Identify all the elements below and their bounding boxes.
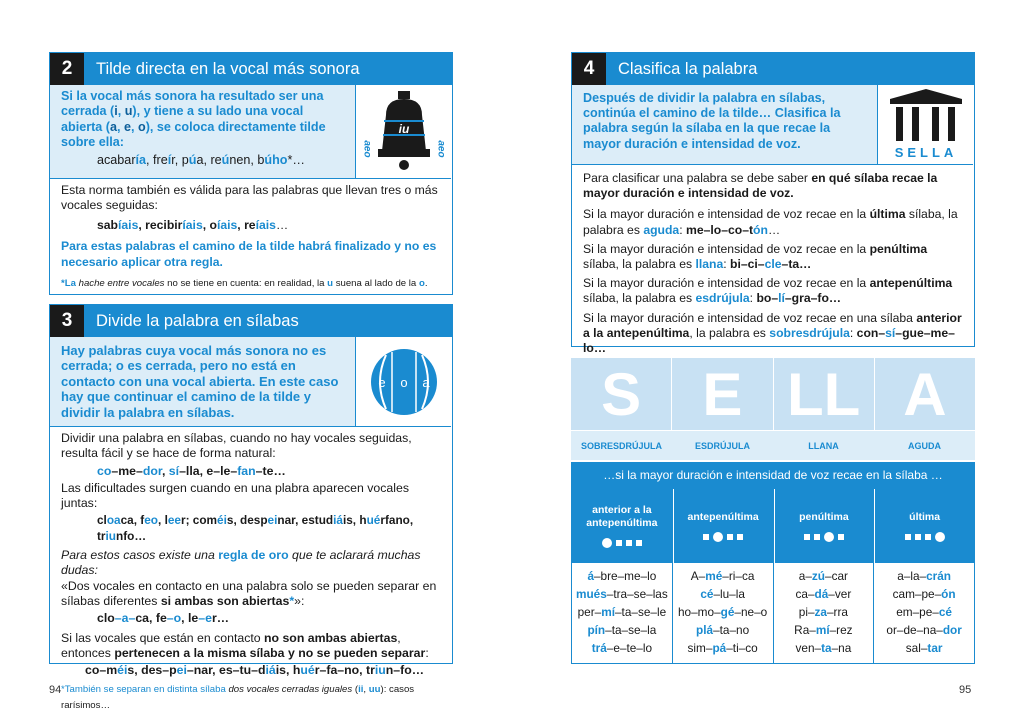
example-word: ho–mo–gé–ne–o (678, 605, 768, 619)
letter-s: S (571, 358, 672, 430)
section-3-body (61, 431, 444, 717)
section-4-body (583, 171, 966, 360)
column-header-label: anterior a la antepenúltima (586, 504, 658, 529)
intro-line: abierta (a, e, o), se coloca directamente tilde (61, 119, 326, 134)
word-list (874, 563, 974, 663)
ball-letter-a: a (422, 375, 430, 390)
section-2-intro (50, 85, 451, 179)
word-list (774, 563, 874, 663)
example-line: co–me–dor, sí–lla, e–le–fan–te… (97, 463, 286, 478)
conclusion-text: Para estas palabras el camino de la tilde habrá finalizado y no es necesario aplicar otra regla. (61, 239, 437, 269)
temple-icon (878, 85, 974, 165)
body-paragraph: Dividir una palabra en sílabas, cuando no hay vocales seguidas, resulta fácil y se hace de forma natural: (61, 431, 412, 461)
stress-dots-icon (602, 538, 642, 548)
category-label: ESDRÚJULA (694, 440, 750, 451)
letter-e: E (672, 358, 773, 430)
column-header (774, 489, 874, 563)
example-word: Ra–mí–rez (794, 623, 853, 637)
section-title: Divide la palabra en sílabas (96, 311, 299, 330)
example-line: cloaca, feo, leer; coméis, despeinar, estudiáis, huérfano, triunfo… (97, 513, 414, 543)
example-word: trá–e–te–lo (591, 641, 653, 655)
body-paragraph: Para estos casos existe una regla de oro que te aclarará muchas dudas: (61, 548, 421, 578)
column-header (572, 489, 672, 563)
section-2 (49, 52, 453, 295)
example-word: ven–ta–na (795, 641, 852, 655)
bell-center-letters: iu (398, 122, 410, 136)
footnote: *También se separan en distinta sílaba dos vocales cerradas iguales (ii, uu): casos rarísimos… (61, 684, 415, 711)
sella-categories (571, 430, 975, 460)
example-line: sabíais, recibiríais, oíais, reíais… (97, 217, 289, 232)
example-line: co–méis, des–pei–nar, es–tu–diáis, huér–fa–no, triun–fo… (85, 663, 425, 678)
ball-letter-o: o (400, 375, 408, 390)
column-header-label: última (909, 510, 941, 523)
section-number: 2 (50, 53, 84, 85)
intro-line: Si la vocal más sonora ha resultado ser una (61, 89, 324, 103)
column-esdrujula (672, 488, 773, 664)
rule-llana: Si la mayor duración e intensidad de voz recae en la penúltima sílaba, la palabra es llana: bi–ci–cle–ta… (583, 241, 928, 272)
example-word: or–de–na–dor (886, 623, 962, 637)
example-word: ca–dá–ver (795, 587, 852, 601)
ball-icon-panel (355, 337, 451, 426)
rule-quote: «Dos vocales en contacto en una palabra solo se pueden separar en sílabas diferentes si ambas son abiertas*»: (61, 578, 437, 608)
section-4-header (572, 53, 974, 85)
footnote: *La hache entre vocales no se tiene en cuenta: en realidad, la u suena al lado de la o. (61, 278, 428, 290)
example-word: plá–ta–no (696, 623, 750, 637)
bell-icon-panel (355, 85, 451, 178)
intro-text: Después de dividir la palabra en sílabas, continúa el camino de la tilde… Clasifica la palabra según la sílaba en la que recae la mayor duración e intensidad de voz. (583, 91, 841, 151)
column-header (874, 489, 974, 563)
body-paragraph: Si las vocales que están en contacto no son ambas abiertas, entonces pertenecen a la misma sílaba y no se pueden separar: (61, 630, 429, 660)
word-list (673, 563, 773, 663)
example-word: sim–pá–ti–co (687, 641, 758, 655)
section-4 (571, 52, 975, 356)
page-number-right: 95 (959, 684, 972, 696)
example-word: sal–tar (905, 641, 943, 655)
column-aguda (873, 488, 975, 664)
example-word: em–pe–cé (896, 605, 952, 619)
temple-icon-panel (877, 85, 973, 164)
sella-letters (571, 358, 975, 430)
intro-text (61, 89, 361, 168)
ball-letter-e: e (378, 375, 386, 390)
intro-text: Hay palabras cuya vocal más sonora no es cerrada; o es cerrada, pero no está en contacto con una vocal abierta. En este caso hay que continuar el camino de la tilde y dividir la palabra en sílabas. (61, 343, 339, 420)
letter-a: A (903, 360, 947, 428)
section-number: 4 (572, 53, 606, 85)
letter-ll: LL (774, 358, 875, 430)
bell-right-letters: aeo (435, 140, 447, 158)
stress-dots-icon (905, 532, 945, 542)
intro-line: sobre ella: (61, 134, 124, 149)
sella-subheading: …si la mayor duración e intensidad de voz recae en la sílaba … (571, 460, 975, 488)
column-sobresdrujula (571, 488, 672, 664)
category-label: SOBRESDRÚJULA (580, 440, 662, 451)
word-list (572, 563, 672, 663)
section-number: 3 (50, 305, 84, 337)
example-word: pín–ta–se–la (587, 623, 657, 637)
intro-line: cerrada (i, u), y tiene a su lado una vocal (61, 104, 304, 119)
body-paragraph: Para clasificar una palabra se debe saber en qué sílaba recae la mayor duración e intensidad de voz. (583, 171, 938, 201)
ball-icon (356, 337, 452, 427)
body-paragraph: Las dificultades surgen cuando en una plabra aparecen vocales juntas: (61, 480, 409, 511)
column-header-label: antepenúltima (687, 510, 759, 523)
bell-icon (356, 85, 452, 179)
section-2-body (61, 183, 444, 295)
temple-letters: SELLA (894, 145, 958, 160)
stress-dots-icon (804, 532, 844, 542)
example-line: acabaría, freír, púa, reúnen, búho*… (97, 153, 305, 168)
example-word: A–mé–ri–ca (690, 569, 755, 583)
column-header (673, 489, 773, 563)
example-word: á–bre–me–lo (587, 569, 657, 583)
section-3-header (50, 305, 452, 337)
example-word: pi–za–rra (798, 605, 848, 619)
example-word: a–la–crán (897, 569, 952, 583)
sella-columns (571, 488, 975, 664)
rule-aguda: Si la mayor duración e intensidad de voz recae en la última sílaba, la palabra es aguda: me–lo–co–tón… (583, 207, 958, 237)
rule-esdrujula: Si la mayor duración e intensidad de voz recae en la antepenúltima sílaba, la palabra es esdrújula: bo–lí–gra–fo… (583, 276, 953, 306)
example-word: mués–tra–se–las (575, 587, 668, 601)
rule-sobresdrujula: Si la mayor duración e intensidad de voz recae en una sílaba anterior a la antepenúltima, la palabra es sobresdrújula: con–sí–gue–me–lo… (583, 310, 962, 356)
example-word: per–mí–ta–se–le (577, 605, 667, 619)
page-number-left: 94 (49, 684, 62, 696)
section-3-intro (50, 337, 451, 427)
body-paragraph: Esta norma también es válida para las palabras que llevan tres o más vocales seguidas: (61, 183, 438, 213)
column-header-label: penúltima (799, 510, 849, 523)
category-label: LLANA (808, 440, 839, 451)
section-4-intro (572, 85, 973, 165)
category-label: AGUDA (908, 440, 941, 451)
example-word: cé–lu–la (700, 587, 745, 601)
stress-dots-icon (703, 532, 743, 542)
example-word: cam–pe–ón (892, 587, 956, 601)
section-title: Clasifica la palabra (618, 59, 758, 78)
section-2-header (50, 53, 452, 85)
example-line: clo–a–ca, fe–o, le–er… (97, 611, 230, 626)
bell-left-letters: aeo (361, 140, 373, 158)
example-word: a–zú–car (798, 569, 848, 583)
column-llana (773, 488, 874, 664)
section-title: Tilde directa en la vocal más sonora (96, 59, 360, 78)
